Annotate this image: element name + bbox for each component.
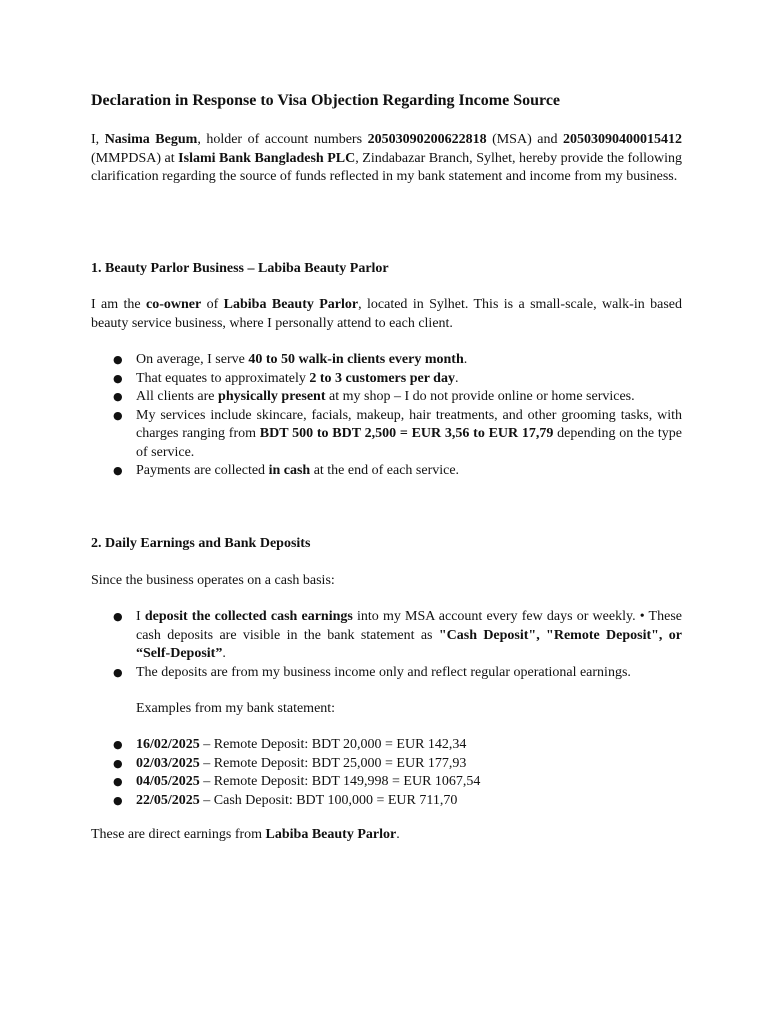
bold-text: "Cash Deposit", "Remote Deposit", or “Self-Deposit”	[136, 627, 682, 661]
text-run: My services include skincare, facials, makeup, hair treatments, and other grooming tasks, with charges ranging from	[136, 407, 682, 441]
text-run: , Zindabazar Branch, Sylhet, hereby provide the following clarification regarding the source of funds reflected in my bank statement and income from my business.	[91, 150, 682, 184]
text-run: , holder of account numbers	[197, 132, 368, 147]
bullet-icon: ●	[113, 793, 123, 807]
text-run: at the end of each service.	[310, 463, 460, 478]
bold-text: 04/05/2025	[136, 774, 200, 789]
list-item	[91, 608, 682, 664]
list-item	[91, 351, 682, 370]
text-run: I am the	[91, 297, 147, 312]
text-run: at my shop – I do not provide online or home services.	[325, 389, 635, 404]
bullet-icon: ●	[113, 464, 123, 477]
text-run: depending on the type of service.	[136, 426, 682, 460]
list-item	[91, 792, 682, 811]
examples-list	[91, 736, 682, 810]
text-run: Since the business operates on a cash basis:	[91, 573, 335, 588]
bullet-icon: ●	[113, 371, 123, 385]
list-item	[91, 462, 682, 481]
bullet-icon: ●	[113, 610, 123, 623]
bold-text: BDT 500 to BDT 2,500 = EUR 3,56 to EUR 17,79	[259, 426, 554, 441]
text-run: of	[201, 297, 224, 312]
bullet-icon: ●	[113, 353, 123, 366]
bold-text: 22/05/2025	[136, 792, 200, 808]
bullet-icon: ●	[113, 665, 123, 679]
list-item	[91, 773, 682, 792]
text-run: The deposits are from my business income only and reflect regular operational earnings.	[136, 664, 631, 680]
bold-text: 20503090400015412	[562, 132, 682, 147]
list-item	[91, 664, 682, 683]
bold-text: deposit the collected cash earnings	[144, 609, 353, 624]
text-run: – Remote Deposit: BDT 149,998 = EUR 1067,54	[199, 774, 481, 789]
list-item	[91, 755, 682, 774]
bullet-icon: ●	[113, 775, 123, 788]
text-run: into my MSA account every few days or weekly. • These cash deposits are visible in the bank statement as	[136, 609, 682, 643]
list-item	[91, 407, 682, 463]
section1-paragraph	[91, 296, 682, 333]
text-run: .	[396, 827, 400, 842]
closing-paragraph	[91, 826, 682, 845]
bullet-icon: ●	[113, 756, 123, 770]
examples-label: Examples from my bank statement:	[136, 701, 336, 716]
bold-text: 20503090200622818	[367, 132, 487, 147]
bold-text: 16/02/2025	[136, 737, 200, 752]
bold-text: 2 to 3 customers per day	[309, 370, 455, 386]
text-run: I,	[91, 132, 105, 147]
text-run: On average, I serve	[136, 352, 249, 367]
bold-text: co-owner	[146, 297, 202, 312]
bold-text: physically present	[218, 389, 326, 404]
text-run: (MMPDSA) at	[91, 150, 179, 166]
bold-text: Islami Bank Bangladesh PLC	[178, 150, 356, 166]
text-run: All clients are	[136, 389, 219, 404]
section2-bullet-list	[91, 608, 682, 682]
text-run: .	[454, 370, 459, 386]
list-item	[91, 736, 682, 755]
bold-text: Labiba Beauty Parlor	[265, 827, 397, 842]
text-run: , located in Sylhet. This is a small-scale, walk-in based beauty service business, where I personally attend to each client.	[91, 297, 682, 331]
document-title: Declaration in Response to Visa Objection Regarding Income Source	[91, 92, 561, 109]
text-run: – Remote Deposit: BDT 25,000 = EUR 177,93	[199, 755, 467, 771]
text-run: These are direct earnings from	[91, 827, 266, 842]
bold-text: Nasima Begum	[104, 132, 198, 147]
list-item	[91, 388, 682, 407]
text-run: .	[222, 646, 226, 661]
bullet-icon: ●	[113, 738, 123, 751]
text-run: – Remote Deposit: BDT 20,000 = EUR 142,34	[199, 737, 467, 752]
bold-text: in cash	[268, 463, 311, 478]
section2-paragraph	[91, 572, 682, 591]
bullet-icon: ●	[113, 390, 123, 403]
text-run: I	[136, 609, 145, 624]
section1-heading: 1. Beauty Parlor Business – Labiba Beauty Parlor	[91, 261, 389, 276]
bold-text: Labiba Beauty Parlor	[223, 297, 359, 312]
list-item	[91, 370, 682, 389]
section2-heading: 2. Daily Earnings and Bank Deposits	[91, 536, 311, 551]
intro-paragraph	[91, 131, 682, 187]
bold-text: 40 to 50 walk-in clients every month	[248, 352, 464, 367]
text-run: .	[463, 352, 468, 367]
section1-bullet-list	[91, 351, 682, 481]
text-run: That equates to approximately	[136, 370, 310, 386]
text-run: – Cash Deposit: BDT 100,000 = EUR 711,70	[199, 792, 458, 808]
bold-text: 02/03/2025	[136, 755, 200, 771]
text-run: Payments are collected	[136, 463, 269, 478]
bullet-icon: ●	[113, 408, 123, 422]
text-run: (MSA) and	[486, 132, 563, 147]
